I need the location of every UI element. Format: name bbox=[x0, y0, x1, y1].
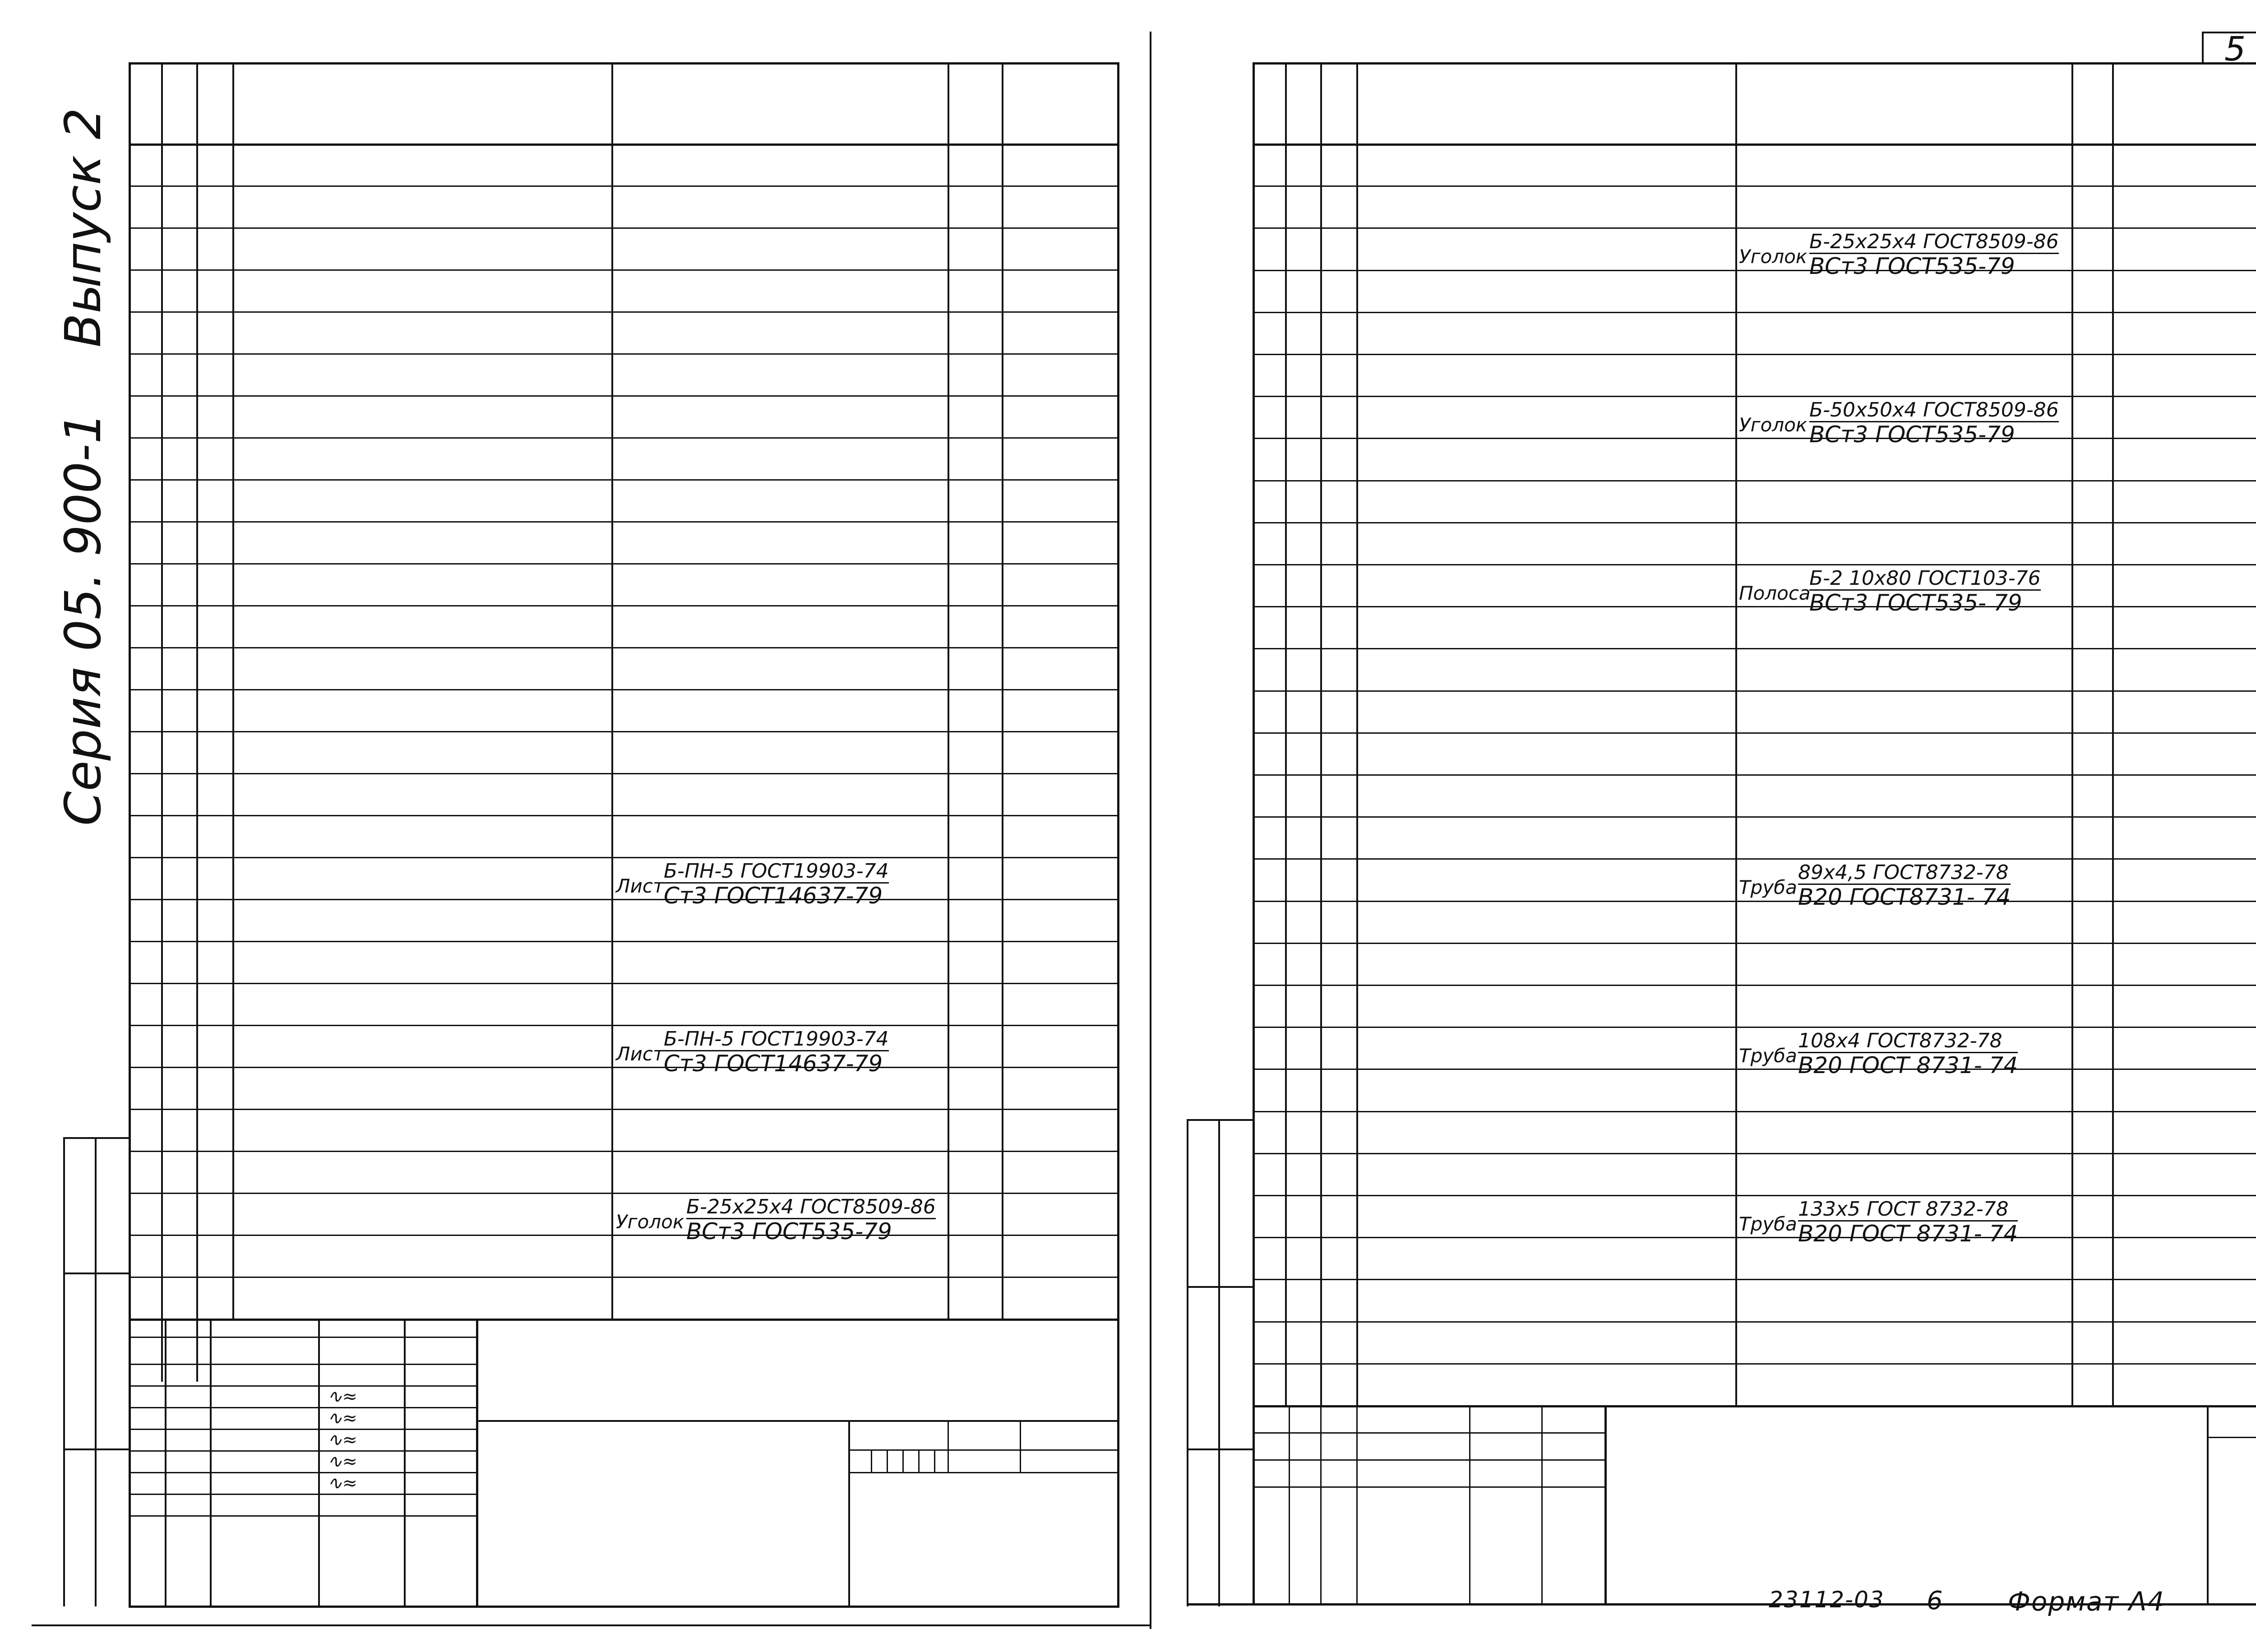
title-grid-col bbox=[1469, 1405, 1470, 1604]
column-rule bbox=[232, 62, 234, 1319]
row-rule bbox=[129, 563, 1119, 565]
signature: ∿≈ bbox=[327, 1451, 358, 1472]
title-grid-col bbox=[165, 1319, 166, 1606]
column-rule bbox=[1285, 62, 1287, 1405]
page-number-box-left bbox=[2202, 32, 2204, 64]
series-label: Серия 05. 900-1 bbox=[54, 412, 112, 826]
row-rule bbox=[1253, 732, 2256, 734]
side-stamp-rule bbox=[1187, 1119, 1254, 1121]
title-grid-rule bbox=[1253, 1432, 1604, 1434]
row-rule bbox=[1253, 1195, 2256, 1196]
lit-sub-col bbox=[934, 1449, 935, 1472]
frac-top: Б-ПН-5 ГОСТ19903-74 bbox=[664, 860, 889, 883]
column-rule bbox=[611, 62, 613, 1319]
row-rule bbox=[1253, 396, 2256, 397]
row-rule bbox=[129, 353, 1119, 355]
frac-top: 108х4 ГОСТ8732-78 bbox=[1798, 1031, 2018, 1053]
column-rule bbox=[1320, 62, 1322, 1405]
sheet-divider bbox=[1150, 32, 1151, 1629]
frac-top: 133х5 ГОСТ 8732-78 bbox=[1798, 1199, 2018, 1222]
archive-number: 23112-03 bbox=[1769, 1587, 1885, 1613]
row-rule bbox=[1253, 1111, 2256, 1112]
frac-bottom: Ст3 ГОСТ14637-79 bbox=[664, 883, 883, 909]
side-stamp-rule bbox=[63, 1273, 131, 1274]
signature: ∿≈ bbox=[327, 1473, 358, 1494]
right-specification-sheet bbox=[1253, 62, 2256, 1606]
signature: ∿≈ bbox=[327, 1408, 358, 1429]
row-rule bbox=[1253, 227, 2256, 229]
frac-body bbox=[664, 861, 889, 907]
row-rule bbox=[1253, 185, 2256, 187]
row-rule bbox=[1253, 606, 2256, 607]
row-rule bbox=[129, 311, 1119, 313]
frac-bottom: В20 ГОСТ 8731- 74 bbox=[1798, 1221, 2018, 1247]
frac-bottom: Ст3 ГОСТ14637-79 bbox=[664, 1050, 883, 1077]
row-rule bbox=[129, 815, 1119, 816]
lit-sub-col bbox=[887, 1449, 888, 1472]
frac-body bbox=[1798, 1199, 2018, 1245]
row-rule bbox=[1253, 774, 2256, 776]
row-rule bbox=[1253, 480, 2256, 481]
row-rule bbox=[129, 395, 1119, 397]
title-grid-col bbox=[1320, 1405, 1322, 1604]
row-rule bbox=[129, 1193, 1119, 1194]
frac-bottom: ВСт3 ГОСТ535-79 bbox=[1809, 421, 2015, 448]
row-rule bbox=[1253, 1321, 2256, 1323]
row-rule bbox=[129, 647, 1119, 648]
frac-prefix: Лист bbox=[616, 1043, 664, 1065]
column-rule bbox=[2112, 62, 2114, 1405]
title-grid-rule bbox=[129, 1337, 476, 1338]
row-rule bbox=[129, 857, 1119, 858]
row-rule bbox=[129, 1109, 1119, 1110]
lit-rule bbox=[848, 1472, 1119, 1473]
column-rule bbox=[2071, 62, 2073, 1405]
row-rule bbox=[1253, 270, 2256, 271]
side-stamp bbox=[63, 1137, 131, 1606]
title-grid-col bbox=[404, 1319, 406, 1606]
lit-rule bbox=[848, 1449, 1119, 1451]
column-rule bbox=[1356, 62, 1358, 1405]
column-rule bbox=[161, 62, 163, 1382]
row-rule bbox=[129, 941, 1119, 942]
frac-body bbox=[664, 1029, 889, 1075]
frac-prefix: Лист bbox=[616, 875, 664, 897]
title-block-top-rule bbox=[1253, 1405, 2256, 1407]
row-rule bbox=[1253, 1153, 2256, 1154]
signature: ∿≈ bbox=[327, 1386, 358, 1407]
row-rule bbox=[1253, 943, 2256, 944]
row-rule bbox=[129, 731, 1119, 732]
row-rule bbox=[1253, 816, 2256, 818]
frac-bottom: ВСт3 ГОСТ535- 79 bbox=[1809, 590, 2022, 616]
side-stamp-rule bbox=[1187, 1448, 1254, 1450]
lit-col bbox=[848, 1420, 850, 1606]
header-bottom-rule bbox=[129, 143, 1119, 146]
title-code-rule bbox=[476, 1420, 1119, 1422]
title-grid-rule bbox=[129, 1429, 476, 1430]
frac-bottom: ВСт3 ГОСТ535-79 bbox=[686, 1218, 892, 1245]
frac-top: 89х4,5 ГОСТ8732-78 bbox=[1798, 863, 2011, 885]
title-block-top-rule bbox=[129, 1319, 1119, 1321]
frac-prefix: Уголок bbox=[616, 1211, 684, 1233]
title-grid-col bbox=[1541, 1405, 1543, 1604]
row-rule bbox=[1253, 564, 2256, 565]
title-grid-col bbox=[210, 1319, 212, 1606]
side-stamp-rule bbox=[63, 1137, 65, 1606]
title-grid-rule bbox=[129, 1385, 476, 1387]
title-grid-col bbox=[1356, 1405, 1358, 1604]
column-rule bbox=[1002, 62, 1003, 1319]
header-bottom-rule bbox=[1253, 143, 2256, 146]
row-rule bbox=[129, 521, 1119, 523]
title-grid-rule bbox=[129, 1494, 476, 1495]
row-rule bbox=[1253, 354, 2256, 355]
signature: ∿≈ bbox=[327, 1430, 358, 1450]
frac-body bbox=[1809, 569, 2041, 614]
title-grid-col bbox=[1289, 1405, 1290, 1604]
column-rule bbox=[948, 62, 949, 1319]
lit-sub-col bbox=[918, 1449, 920, 1472]
frac-top: Б-ПН-5 ГОСТ19903-74 bbox=[664, 1027, 889, 1050]
copy-number: 6 bbox=[1927, 1586, 1944, 1615]
side-stamp-rule bbox=[95, 1137, 97, 1606]
row-rule bbox=[129, 185, 1119, 187]
frac-prefix: Полоса bbox=[1739, 582, 1811, 604]
side-stamp-rule bbox=[1187, 1286, 1254, 1288]
frac-top: Б-2 10х80 ГОСТ103-76 bbox=[1809, 567, 2041, 590]
title-block-bottom-rule bbox=[129, 1606, 1119, 1608]
right-side-stamp bbox=[1187, 1119, 1254, 1606]
row-rule bbox=[129, 899, 1119, 900]
frac-body bbox=[686, 1197, 936, 1243]
side-stamp-rule bbox=[63, 1448, 131, 1450]
row-rule bbox=[1253, 1279, 2256, 1280]
frac-body bbox=[1809, 232, 2059, 278]
row-rule bbox=[1253, 901, 2256, 902]
row-rule bbox=[1253, 1237, 2256, 1238]
row-rule bbox=[129, 773, 1119, 774]
lit-sub-col bbox=[902, 1449, 904, 1472]
bottom-rule bbox=[32, 1624, 1151, 1626]
frac-prefix: Труба bbox=[1739, 876, 1797, 898]
lit-col bbox=[1020, 1420, 1021, 1472]
row-rule bbox=[129, 1235, 1119, 1236]
title-grid-col bbox=[318, 1319, 320, 1606]
frac-body bbox=[1798, 1031, 2018, 1077]
title-grid-rule bbox=[129, 1472, 476, 1473]
lit-col bbox=[948, 1420, 949, 1472]
row-rule bbox=[1253, 1027, 2256, 1028]
row-rule bbox=[1253, 438, 2256, 439]
side-stamp-rule bbox=[1218, 1119, 1220, 1606]
row-rule bbox=[129, 689, 1119, 690]
row-rule bbox=[1253, 1363, 2256, 1365]
row-rule bbox=[1253, 648, 2256, 649]
row-rule bbox=[129, 437, 1119, 439]
row-rule bbox=[129, 1067, 1119, 1068]
frac-prefix: Уголок bbox=[1739, 245, 1808, 268]
frac-prefix: Уголок bbox=[1739, 414, 1808, 436]
frac-top: Б-25х25х4 ГОСТ8509-86 bbox=[686, 1195, 936, 1218]
row-rule bbox=[129, 1025, 1119, 1026]
row-rule bbox=[1253, 312, 2256, 313]
frac-top: Б-25х25х4 ГОСТ8509-86 bbox=[1809, 230, 2059, 253]
row-rule bbox=[1253, 522, 2256, 523]
sheet-box-rule bbox=[2207, 1437, 2256, 1438]
right-format-label: Формат А4 bbox=[2008, 1586, 2165, 1617]
title-grid-rule bbox=[1253, 1486, 1604, 1488]
column-rule bbox=[1735, 62, 1737, 1405]
frac-bottom: ВСт3 ГОСТ535-79 bbox=[1809, 253, 2015, 279]
title-grid-rule bbox=[129, 1364, 476, 1365]
row-rule bbox=[1253, 690, 2256, 692]
title-grid-col bbox=[1604, 1405, 1607, 1604]
issue-label: Выпуск 2 bbox=[54, 107, 112, 347]
title-grid-rule bbox=[129, 1515, 476, 1517]
lit-sub-col bbox=[871, 1449, 872, 1472]
title-grid-rule bbox=[129, 1407, 476, 1408]
row-rule bbox=[129, 605, 1119, 606]
row-rule bbox=[129, 1277, 1119, 1278]
side-stamp-rule bbox=[1187, 1119, 1188, 1606]
row-rule bbox=[129, 479, 1119, 481]
frac-body bbox=[1809, 400, 2059, 446]
frac-body bbox=[1798, 863, 2011, 908]
frac-prefix: Труба bbox=[1739, 1045, 1797, 1067]
sheet-box-col bbox=[2207, 1405, 2209, 1604]
row-rule bbox=[129, 983, 1119, 984]
row-rule bbox=[1253, 1069, 2256, 1070]
row-rule bbox=[1253, 985, 2256, 986]
frac-prefix: Труба bbox=[1739, 1213, 1797, 1235]
column-rule bbox=[196, 62, 198, 1382]
row-rule bbox=[129, 1151, 1119, 1152]
frac-bottom: В20 ГОСТ8731- 74 bbox=[1798, 884, 2011, 910]
row-rule bbox=[1253, 858, 2256, 860]
title-grid-rule bbox=[129, 1450, 476, 1452]
side-stamp-rule bbox=[63, 1137, 131, 1139]
frac-top: Б-50х50х4 ГОСТ8509-86 bbox=[1809, 398, 2059, 421]
row-rule bbox=[129, 227, 1119, 229]
title-grid-rule bbox=[1253, 1459, 1604, 1461]
row-rule bbox=[129, 269, 1119, 271]
page-number: 5 bbox=[2224, 30, 2247, 69]
frac-bottom: В20 ГОСТ 8731- 74 bbox=[1798, 1052, 2018, 1078]
left-specification-sheet bbox=[129, 62, 1119, 1606]
title-grid-col bbox=[476, 1319, 478, 1606]
